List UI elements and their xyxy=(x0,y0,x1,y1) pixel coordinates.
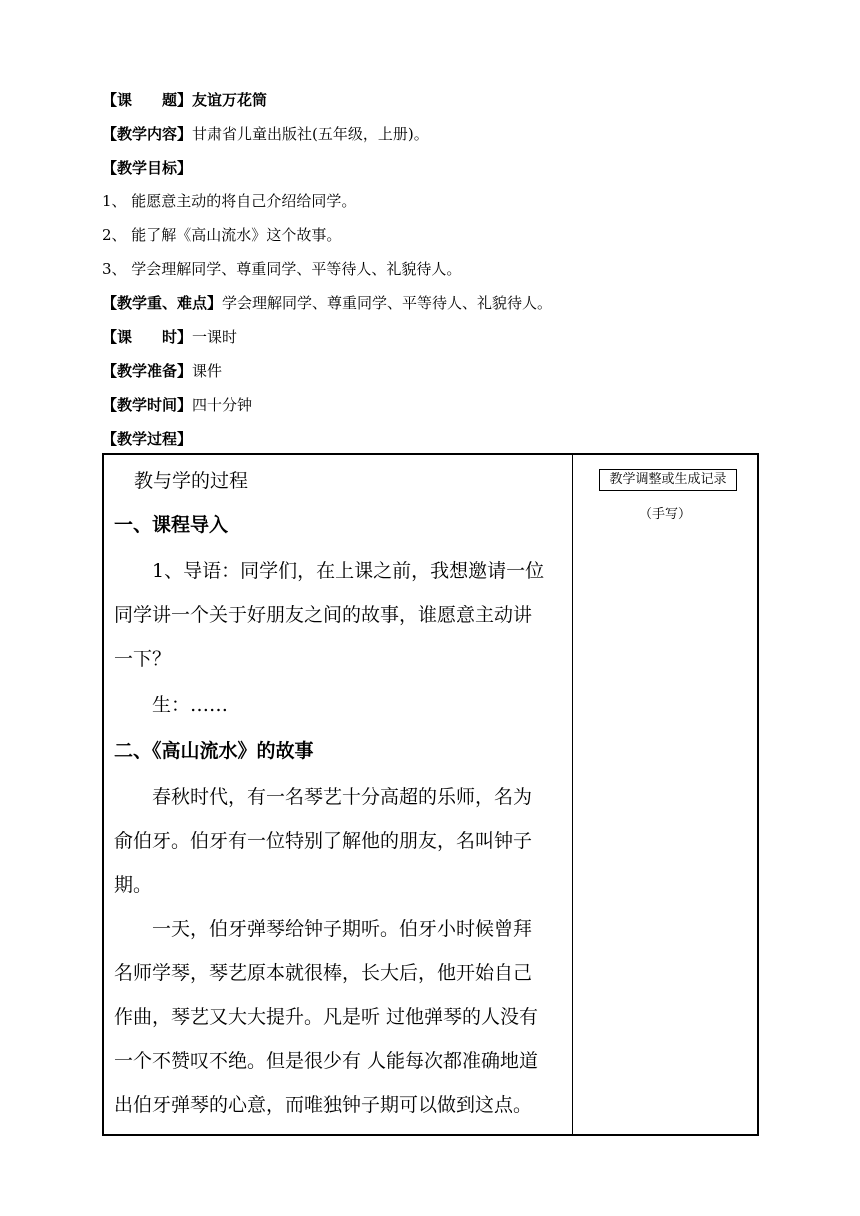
body-line: 同学讲一个关于好朋友之间的故事，谁愿意主动讲 xyxy=(114,604,533,626)
process-label: 【教学过程】 xyxy=(102,430,193,448)
body-line: 俞伯牙。伯牙有一位特别了解他的朋友，名叫钟子 xyxy=(114,830,533,852)
prep-value: 课件 xyxy=(192,362,223,380)
goal-item: 3、 学会理解同学、尊重同学、平等待人、礼貌待人。 xyxy=(102,260,462,278)
periods-label: 【课 时】 xyxy=(102,328,193,346)
topic-row xyxy=(102,90,267,110)
process-column xyxy=(103,454,573,1135)
prep-row xyxy=(102,361,222,381)
handwritten-note: （手写） xyxy=(638,507,691,522)
topic-label: 【课 题】 xyxy=(102,91,193,109)
content-value: 甘肃省儿童出版社(五年级，上册)。 xyxy=(192,125,429,143)
goals-row xyxy=(102,158,192,178)
body-line: 生：…… xyxy=(152,694,229,716)
section-heading: 一、课程导入 xyxy=(114,514,229,536)
content-label: 【教学内容】 xyxy=(102,125,193,143)
body-line: 一个不赞叹不绝。但是很少有 人能每次都准确地道 xyxy=(114,1050,539,1072)
body-line: 出伯牙弹琴的心意，而唯独钟子期可以做到这点。 xyxy=(114,1094,533,1116)
goal-item: 1、 能愿意主动的将自己介绍给同学。 xyxy=(102,192,357,210)
content-row xyxy=(102,124,429,144)
periods-value: 一课时 xyxy=(192,328,238,346)
body-line: 期。 xyxy=(114,874,153,896)
topic-value: 友谊万花筒 xyxy=(192,91,268,109)
body-line: 一下？ xyxy=(114,648,172,670)
key-points-value: 学会理解同学、尊重同学、平等待人、礼貌待人。 xyxy=(222,294,553,312)
body-line: 1、导语：同学们，在上课之前，我想邀请一位 xyxy=(152,560,545,582)
body-line: 作曲，琴艺又大大提升。凡是听 过他弹琴的人没有 xyxy=(114,1006,539,1028)
process-table xyxy=(102,453,759,1136)
goals-label: 【教学目标】 xyxy=(102,159,193,177)
periods-row xyxy=(102,327,237,347)
prep-label: 【教学准备】 xyxy=(102,362,193,380)
body-line: 名师学琴，琴艺原本就很棒，长大后，他开始自己 xyxy=(114,962,533,984)
duration-row xyxy=(102,395,252,415)
section-heading: 二、《高山流水》的故事 xyxy=(114,740,314,762)
key-points-label: 【教学重、难点】 xyxy=(102,294,223,312)
record-column-title: 教学调整或生成记录 xyxy=(599,469,737,491)
duration-label: 【教学时间】 xyxy=(102,396,193,414)
record-column xyxy=(573,454,759,1135)
body-line: 春秋时代，有一名琴艺十分高超的乐师，名为 xyxy=(152,786,533,808)
goal-item: 2、 能了解《高山流水》这个故事。 xyxy=(102,226,342,244)
column-title: 教与学的过程 xyxy=(134,470,249,492)
duration-value: 四十分钟 xyxy=(192,396,253,414)
key-points-row xyxy=(102,293,552,313)
process-row xyxy=(102,429,192,449)
body-line: 一天，伯牙弹琴给钟子期听。伯牙小时候曾拜 xyxy=(152,918,533,940)
